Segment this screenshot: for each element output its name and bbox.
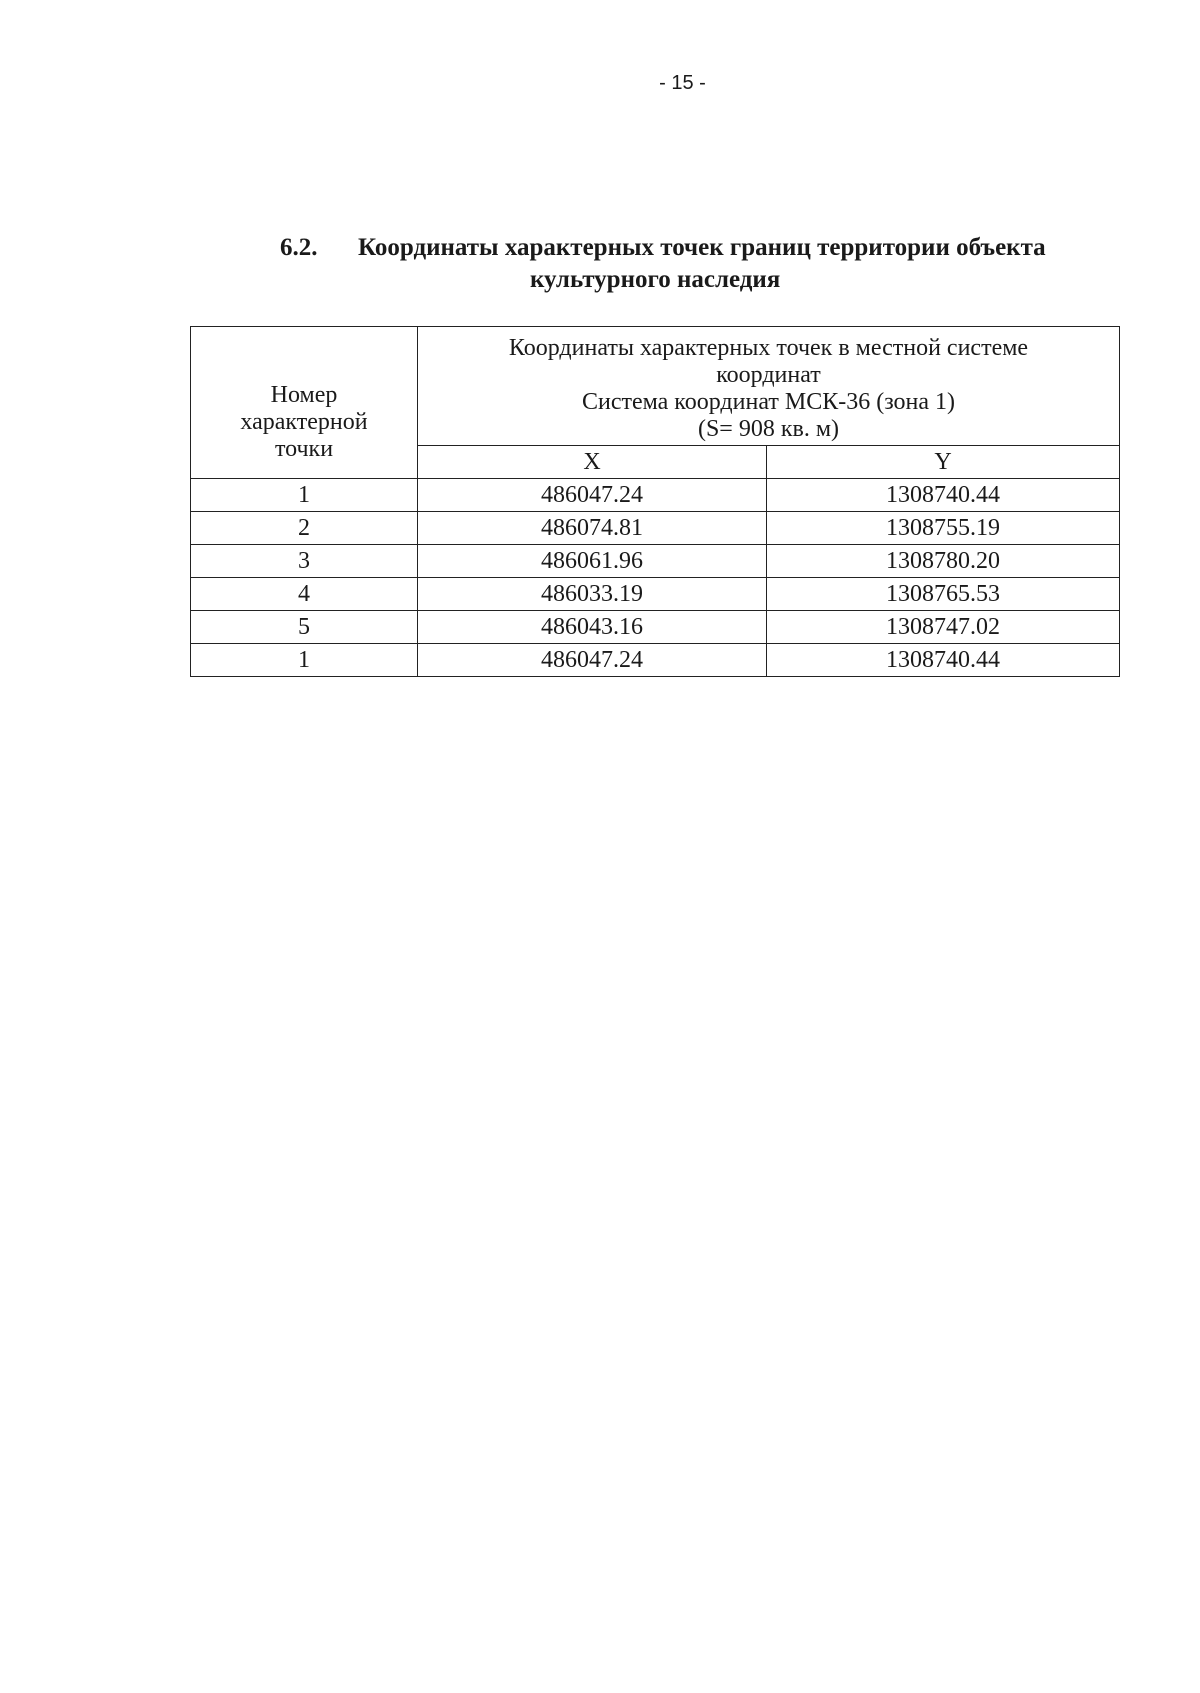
header-system-line: (S= 908 кв. м) [697, 416, 840, 442]
header-coordinate-system [418, 327, 1120, 446]
section-heading [280, 232, 1140, 296]
table-row [191, 578, 1120, 611]
cell-x: 486043.16 [418, 611, 767, 644]
header-point-line: Номер [270, 382, 338, 408]
cell-y: 1308780.20 [767, 545, 1120, 578]
table-row [191, 479, 1120, 512]
header-point-line: характерной [240, 409, 368, 435]
table-row [191, 512, 1120, 545]
table-row [191, 611, 1120, 644]
cell-point: 3 [191, 545, 418, 578]
cell-point: 4 [191, 578, 418, 611]
header-system-line: координат [716, 362, 821, 388]
page-number: - 15 - [659, 72, 706, 94]
header-y: Y [767, 446, 1120, 479]
cell-point: 5 [191, 611, 418, 644]
cell-point: 1 [191, 644, 418, 677]
cell-point: 2 [191, 512, 418, 545]
section-title-line-1: Координаты характерных точек границ территории объекта [358, 234, 1046, 261]
cell-x: 486047.24 [418, 644, 767, 677]
coordinates-table [190, 326, 1120, 677]
cell-y: 1308740.44 [767, 479, 1120, 512]
heading-line-1 [280, 232, 1140, 264]
section-number: 6.2. [280, 234, 318, 261]
header-point-line: точки [274, 436, 334, 462]
cell-y: 1308740.44 [767, 644, 1120, 677]
header-point-number [191, 327, 418, 479]
header-system-line: Система координат МСК-36 (зона 1) [581, 389, 956, 415]
cell-x: 486033.19 [418, 578, 767, 611]
cell-x: 486061.96 [418, 545, 767, 578]
cell-point: 1 [191, 479, 418, 512]
cell-x: 486074.81 [418, 512, 767, 545]
table-row [191, 545, 1120, 578]
cell-x: 486047.24 [418, 479, 767, 512]
cell-y: 1308747.02 [767, 611, 1120, 644]
header-system-line: Координаты характерных точек в местной системе [508, 335, 1029, 361]
table-row [191, 644, 1120, 677]
table-header-row [191, 327, 1120, 446]
cell-y: 1308765.53 [767, 578, 1120, 611]
section-title-line-2: культурного наследия [530, 266, 781, 293]
cell-y: 1308755.19 [767, 512, 1120, 545]
header-x: X [418, 446, 767, 479]
